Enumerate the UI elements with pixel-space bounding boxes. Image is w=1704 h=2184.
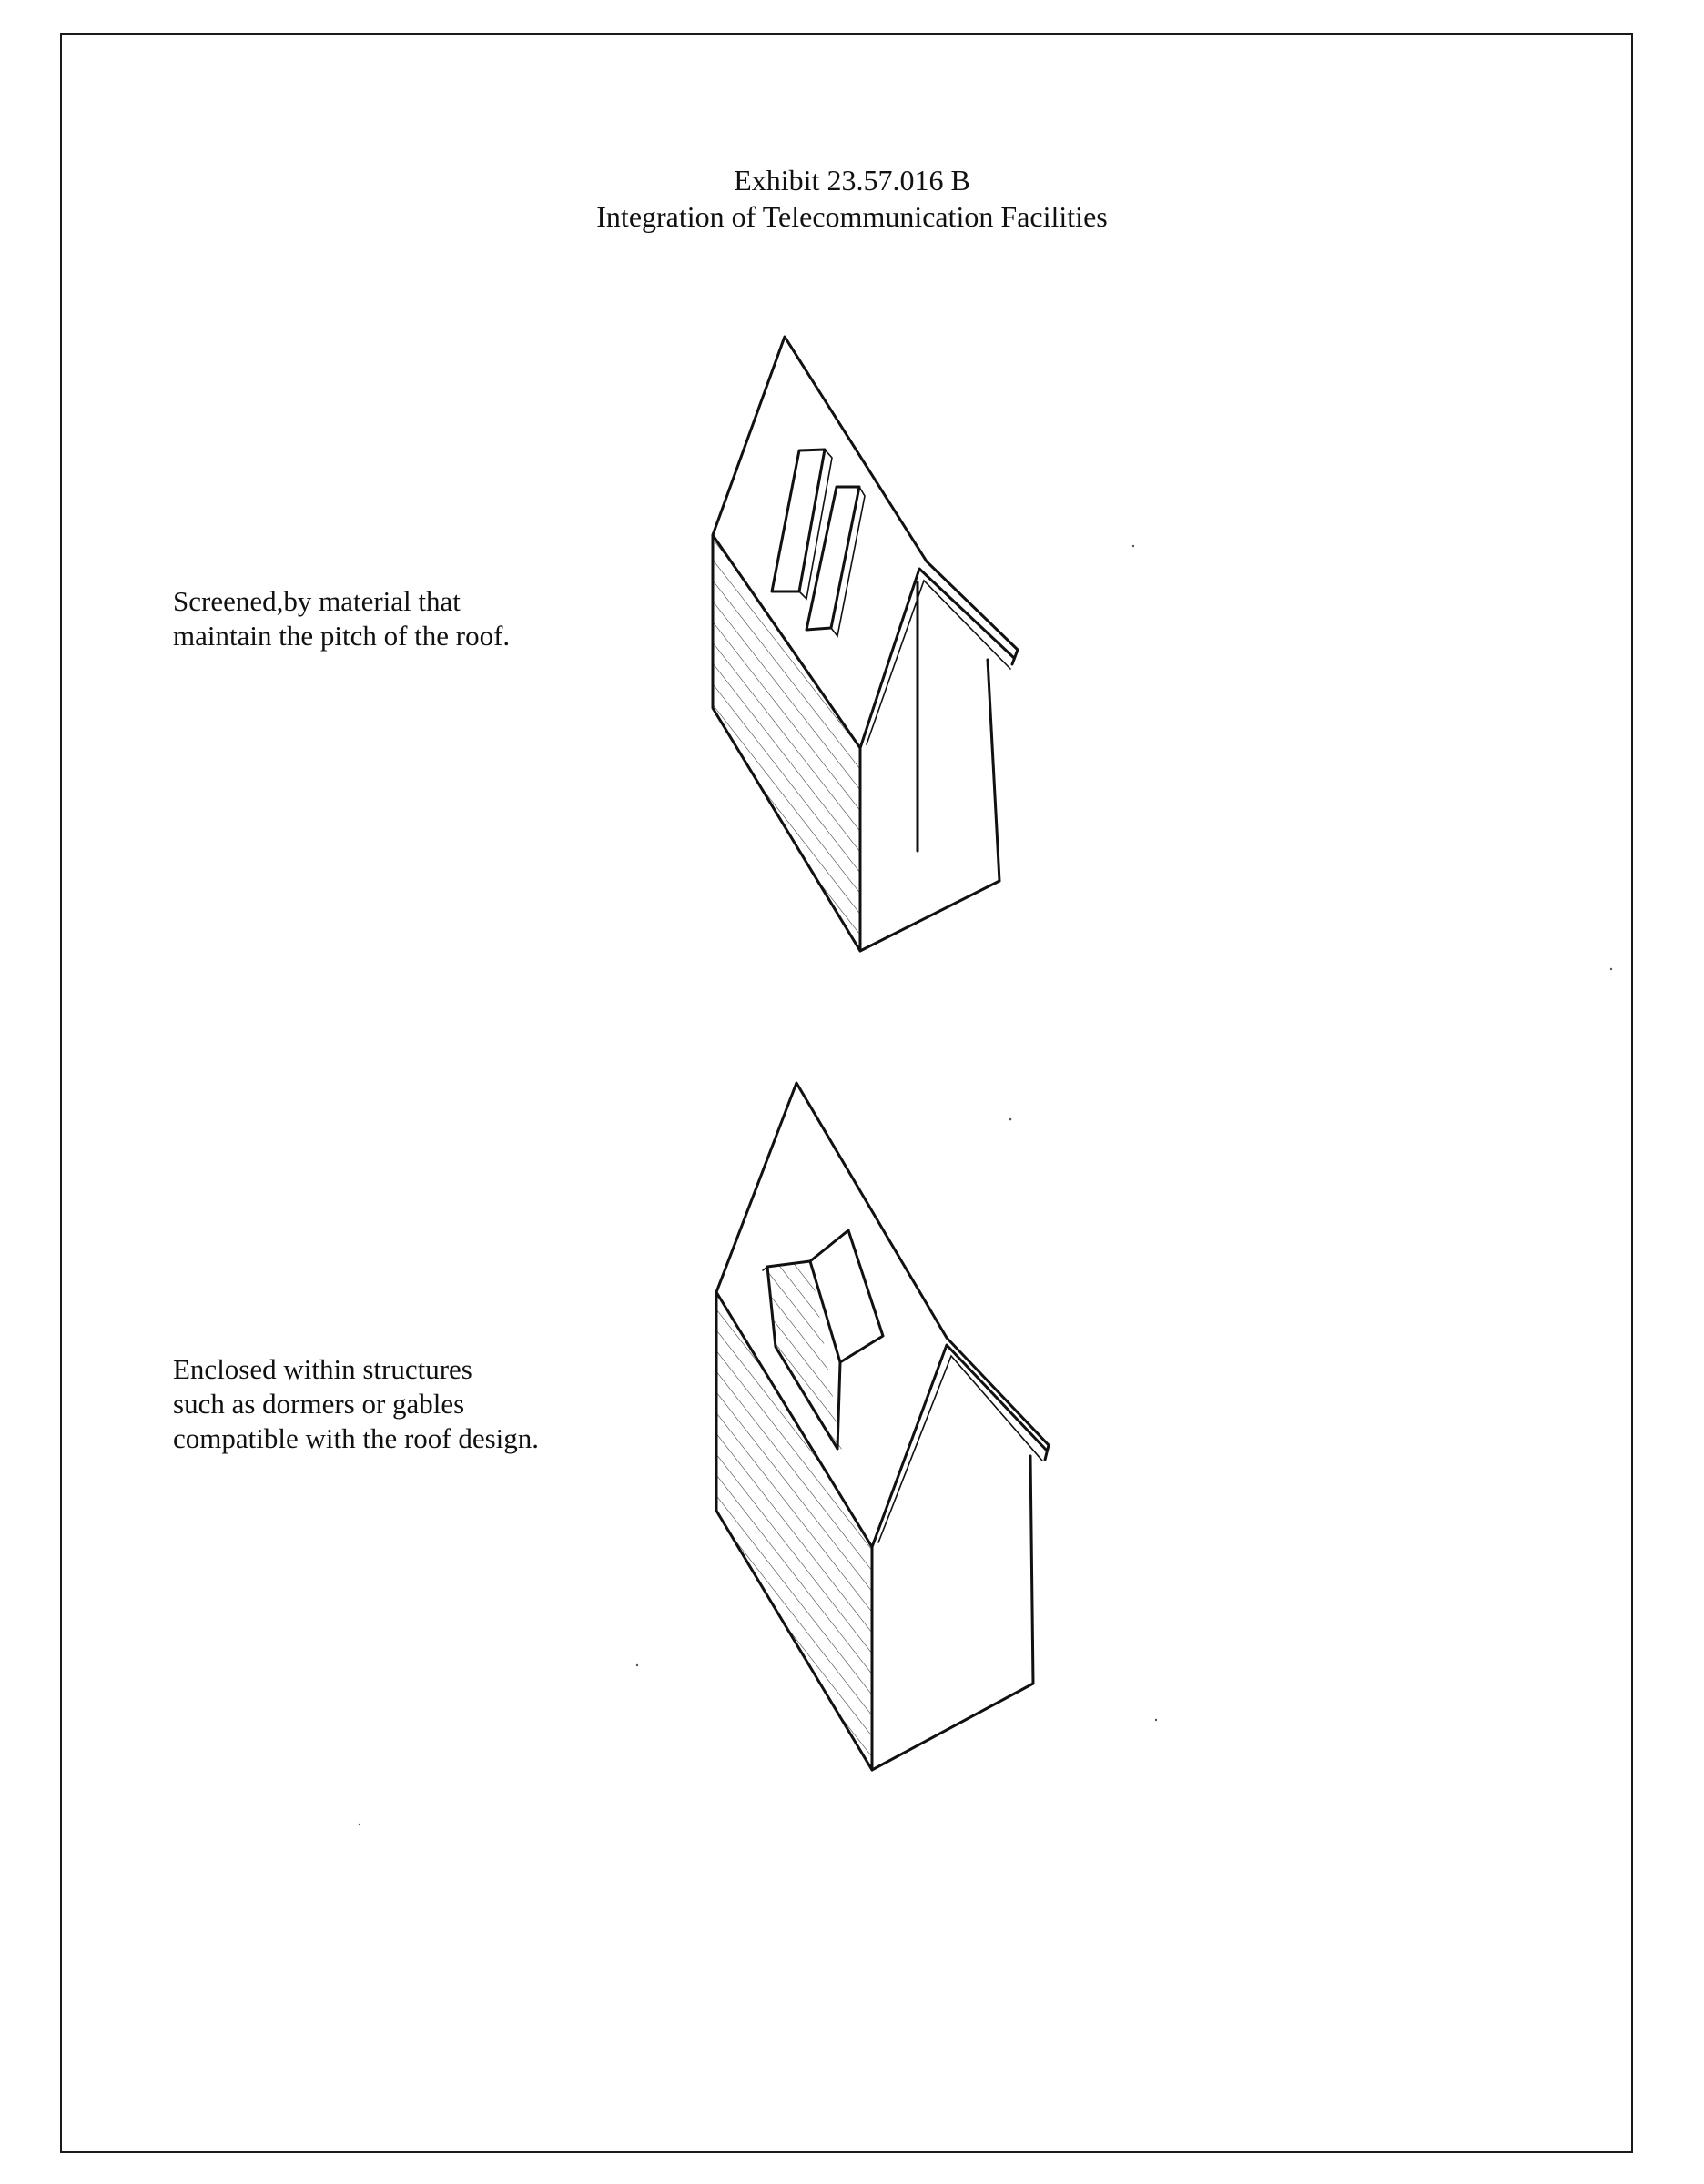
figure-2-caption: Enclosed within structures such as dormers or gables compatible with the roof design. xyxy=(173,1353,540,1454)
house-with-roof-screens-sketch xyxy=(701,337,1018,974)
house-1-gable-end-wall xyxy=(860,561,1018,951)
exhibit-number: Exhibit 23.57.016 B xyxy=(734,164,970,197)
house-2-gable-end-wall xyxy=(872,1338,1049,1770)
house-1-roof-screen-panels xyxy=(772,450,865,636)
house-1-shaded-side-wall xyxy=(701,519,883,974)
exhibit-title: Integration of Telecommunication Facilities xyxy=(596,200,1108,233)
house-with-dormer-sketch xyxy=(705,1083,1049,1784)
figure-1-caption: Screened,by material that maintain the pitch of the roof. xyxy=(173,585,511,652)
scan-specks xyxy=(359,545,1612,1825)
